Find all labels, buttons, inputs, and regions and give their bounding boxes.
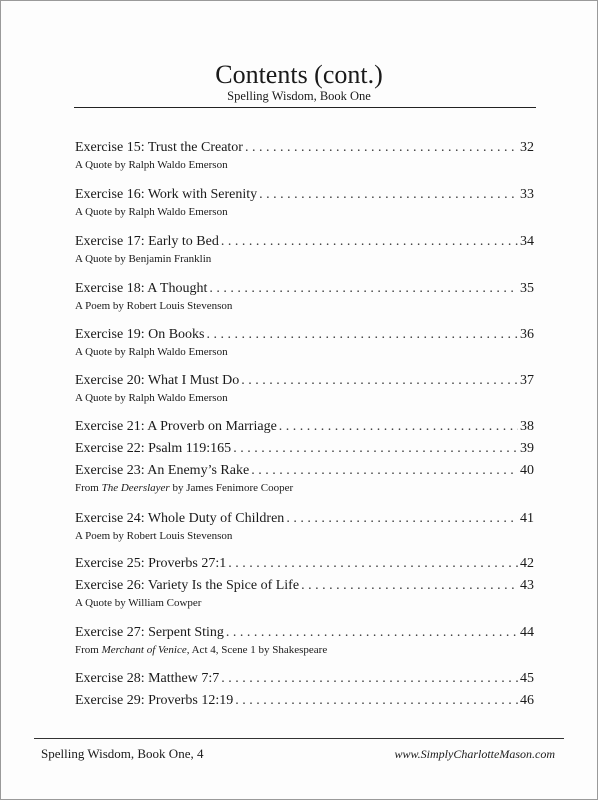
footer-book-page: Spelling Wisdom, Book One, 4: [41, 746, 204, 761]
work-title: Merchant of Venice: [101, 644, 187, 656]
toc-entry-26[interactable]: [75, 577, 534, 610]
entry-title: Exercise 18: A Thought: [75, 281, 208, 296]
dot-leader: [279, 418, 518, 436]
toc-entry-19[interactable]: [75, 326, 534, 359]
entry-subtitle: A Quote by Ralph Waldo Emerson: [75, 159, 228, 171]
entry-title: Exercise 22: Psalm 119:165: [75, 441, 232, 456]
dot-leader: [221, 670, 518, 688]
entry-page: 39: [520, 441, 534, 456]
footer-website-link[interactable]: www.SimplyCharlotteMason.com: [394, 747, 555, 761]
dot-leader: [286, 510, 518, 528]
entry-subtitle: A Quote by Benjamin Franklin: [75, 253, 212, 265]
dot-leader: [245, 139, 518, 157]
toc-entry-18[interactable]: [75, 280, 534, 313]
toc-entry-20[interactable]: [75, 372, 534, 405]
dot-leader: [301, 577, 518, 595]
entry-title: Exercise 25: Proverbs 27:1: [75, 556, 227, 571]
entry-page: 44: [520, 625, 534, 640]
entry-title: Exercise 20: What I Must Do: [75, 373, 240, 388]
entry-title: Exercise 24: Whole Duty of Children: [75, 511, 285, 526]
toc-entry-25[interactable]: [75, 555, 534, 573]
entry-title: Exercise 21: A Proverb on Marriage: [75, 419, 277, 434]
entry-subtitle: From The Deerslayer by James Fenimore Cooper: [75, 482, 294, 494]
entry-subtitle: A Quote by Ralph Waldo Emerson: [75, 206, 228, 218]
entry-page: 35: [520, 281, 534, 296]
entry-title: Exercise 29: Proverbs 12:19: [75, 693, 234, 708]
toc-entry-22[interactable]: [75, 440, 534, 458]
entry-subtitle: A Quote by Ralph Waldo Emerson: [75, 346, 228, 358]
page-subtitle: Spelling Wisdom, Book One: [227, 89, 371, 103]
dot-leader: [259, 186, 518, 204]
entry-page: 41: [520, 511, 534, 526]
dot-leader: [233, 440, 518, 458]
toc-entry-27[interactable]: [75, 624, 534, 657]
dot-leader: [241, 372, 518, 390]
footer-divider: [34, 738, 564, 739]
dot-leader: [235, 692, 518, 710]
entry-page: 37: [520, 373, 534, 388]
toc-entry-17[interactable]: [75, 233, 534, 266]
entry-page: 36: [520, 327, 534, 342]
entry-title: Exercise 27: Serpent Sting: [75, 625, 224, 640]
toc-entry-28[interactable]: [75, 670, 534, 688]
entry-page: 42: [520, 556, 534, 571]
toc-entry-23[interactable]: [75, 462, 534, 495]
dot-leader: [206, 326, 518, 344]
entry-page: 45: [520, 671, 534, 686]
entry-title: Exercise 26: Variety Is the Spice of Life: [75, 578, 300, 593]
dot-leader: [209, 280, 518, 298]
entry-title: Exercise 17: Early to Bed: [75, 234, 219, 249]
entry-page: 34: [520, 234, 534, 249]
page-title: Contents (cont.): [215, 60, 383, 89]
entry-subtitle: From Merchant of Venice, Act 4, Scene 1 by Shakespeare: [75, 644, 328, 656]
entry-title: Exercise 28: Matthew 7:7: [75, 671, 220, 686]
dot-leader: [251, 462, 518, 480]
entry-title: Exercise 23: An Enemy’s Rake: [75, 463, 250, 478]
dot-leader: [221, 233, 518, 251]
toc-entry-21[interactable]: [75, 418, 534, 436]
entry-subtitle: A Poem by Robert Louis Stevenson: [75, 530, 233, 542]
toc-entry-16[interactable]: [75, 186, 534, 219]
toc-entry-15[interactable]: [75, 139, 534, 172]
entry-page: 40: [520, 463, 534, 478]
entry-subtitle: A Poem by Robert Louis Stevenson: [75, 300, 233, 312]
entry-subtitle: A Quote by William Cowper: [75, 597, 202, 609]
entry-page: 32: [520, 140, 534, 155]
entry-page: 43: [520, 578, 534, 593]
entry-subtitle: A Quote by Ralph Waldo Emerson: [75, 392, 228, 404]
entry-page: 38: [520, 419, 534, 434]
work-title: The Deerslayer: [101, 482, 170, 494]
entry-page: 33: [520, 187, 534, 202]
entry-title: Exercise 16: Work with Serenity: [75, 187, 258, 202]
title-divider: [74, 107, 536, 108]
entry-title: Exercise 19: On Books: [75, 327, 205, 342]
dot-leader: [228, 555, 518, 573]
toc-entry-29[interactable]: [75, 692, 534, 710]
toc-entry-24[interactable]: [75, 510, 534, 543]
entry-title: Exercise 15: Trust the Creator: [75, 140, 243, 155]
entry-page: 46: [520, 693, 534, 708]
dot-leader: [226, 624, 518, 642]
